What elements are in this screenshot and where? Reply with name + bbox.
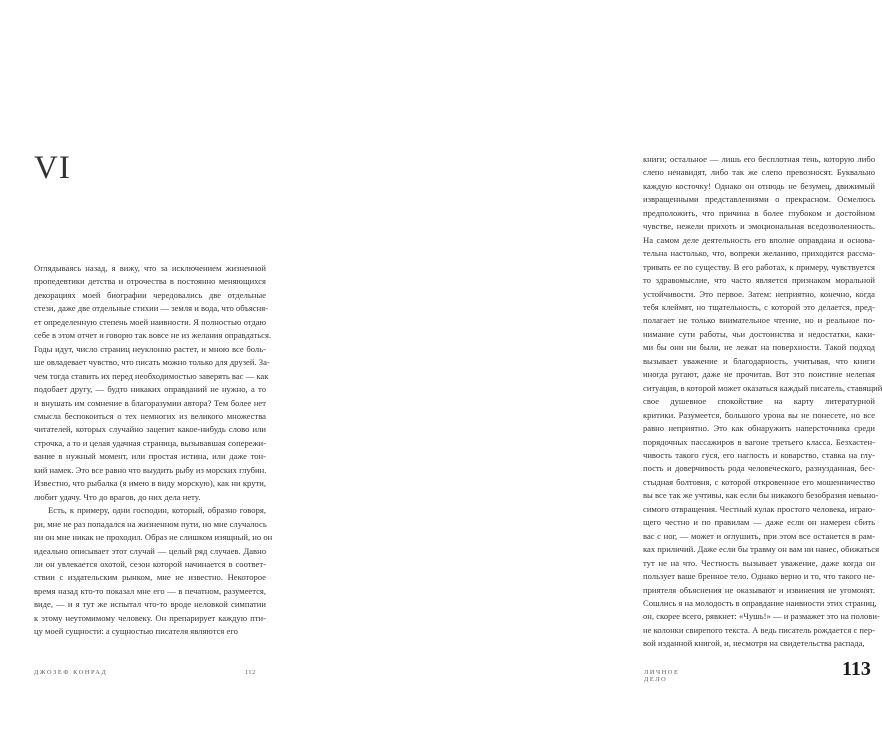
right-page-text — [643, 153, 882, 651]
text-line: иногда ругают, даже не прочитав. Вот это поистине нелепая — [643, 369, 875, 380]
text-line: ках приличий. Даже если бы травму он вам ни нанес, обижаться — [643, 544, 880, 555]
text-line: декорациях моей биографии чередовались две отдельные — [34, 289, 266, 300]
left-page-text — [34, 262, 273, 639]
text-line: тебя клеймят, но тщательность, с которой это делается, пред- — [643, 301, 875, 312]
text-line: Сошлись я на молодость в оправдание наивности этих страниц, — [643, 597, 877, 608]
text-line: любит удачу. Что до врагов, до них дела нету. — [34, 491, 201, 502]
text-line: Годы идут, число страниц неуклонно растет, и мною все боль- — [34, 343, 266, 354]
text-line: свое душевное спокойствие на карту литературной — [643, 396, 875, 407]
text-line: Есть, к примеру, одни господин, который, образно говоря, — [48, 505, 266, 516]
text-line: и внушать им сомнение в благоразумии автора? Тем более нет — [34, 397, 266, 408]
text-line: цу моей сущности: а сущностью писателя являются его — [34, 626, 238, 637]
text-line: виде, — и я тут же испытал что-то вроде неловкой симпатии — [34, 599, 266, 610]
text-line: пропедевтики детства и отрочества в постоянно меняющихся — [34, 276, 266, 287]
text-line: вас с ног, — может и оглушить, при этом все останется в рам- — [643, 530, 875, 541]
text-line: чивость такого гуся, его наглость и коварство, ставка на глу- — [643, 449, 875, 460]
running-header-author: ДЖОЗЕФ КОНРАД — [34, 669, 108, 676]
text-line: щего честно и по правилам — даже если он намерен сбить — [643, 517, 875, 528]
text-line: пользует ваше бренное тело. Однако верно и то, что такого не- — [643, 571, 875, 582]
text-line: тельна настолько, что, вопреки желанию, приходится рассма- — [643, 248, 875, 259]
text-line: ствии с издательским рынком, мне не известно. Некоторое — [34, 572, 266, 583]
text-line: стыдная болтовня, с которой откровенное его мошенничество — [643, 476, 875, 487]
text-line: ри, мне не раз попадался на жизненном пути, но мне случалось — [34, 518, 267, 529]
text-line: вызывает уважение и благодарность, учитывая, что книги — [643, 355, 875, 366]
text-line: нимание сути работы, чьи достоинства и недостатки, каки- — [643, 328, 875, 339]
text-line: Оглядываясь назад, я вижу, что за исключением жизненной — [34, 263, 266, 273]
text-line: вы все так же учтивы, как если бы никакого безобразия невыно- — [643, 490, 879, 501]
text-line: смысла беспокоиться о тех немногих из великого множества — [34, 410, 266, 421]
text-line: Известно, что рыбалка (я имею в виду морскую), как ни крути, — [34, 478, 266, 489]
text-line: книги; остальное — лишь его бесплотная тень, которую либо — [643, 154, 875, 164]
text-line: он, скорее всего, рявкнет: «Чушь!» — и размажет это на полови- — [643, 611, 880, 622]
text-line: кий намек. Это все равно что выудить рыбу из морских глубин. — [34, 464, 267, 475]
text-line: тут не на что. Честность вызывает уважение, даже когда он — [643, 557, 875, 568]
text-line: полагает не только внимательное чтение, но и реальное по- — [643, 315, 875, 326]
text-line: к этому неутомимому человеку. Он препарирует каждую пти- — [34, 612, 266, 623]
page-number-right: 113 — [842, 658, 871, 680]
running-header-title: ЛИЧНОЕ ДЕЛО — [644, 669, 680, 683]
text-line: слепо ненавидят, либо так же слепо превозносят. Буквально — [643, 167, 875, 178]
text-line: вание в нужный момент, или простая истина, или даже тон- — [34, 451, 266, 462]
page-number-left: 112 — [245, 669, 256, 676]
text-line: ми бы они ни были, не лежат на поверхности. Такой подход — [643, 342, 875, 353]
left-page — [0, 0, 300, 750]
text-line: время назад кто-то показал мне его — в печатном, разумеется, — [34, 585, 266, 596]
text-line: то здравомыслие, что часто является признаком моральной — [643, 275, 875, 286]
chapter-heading: VI — [34, 150, 71, 186]
text-line: извращенными представлениями о прекрасном. Осмелюсь — [643, 194, 875, 205]
text-line: строчка, а то и целая удачная страница, вызывавшая сопережи- — [34, 437, 266, 448]
text-line: ситуация, в которой может оказаться каждый писатель, ставящий — [643, 382, 882, 393]
text-line: приятеля объяснения не оказывают и извинения не угомонят. — [643, 584, 875, 595]
text-line: вой изданной книгой, и, несмотря на свидетельства распада, — [643, 638, 865, 649]
text-line: пость и доверчивость рода человеческого, разнузданная, бес- — [643, 463, 875, 474]
text-line: себе в этом отчет и говорю так вовсе не из желания оправдаться. — [34, 330, 272, 341]
text-line: чем тогда ставить их перед необходимостью заверять вас — как — [34, 370, 269, 381]
text-line: не колонки свирепого текста. А ведь писатель рождается с пер- — [643, 624, 875, 635]
text-line: тривать ее по существу. В его работах, к примеру, чувствуется — [643, 261, 875, 272]
text-line: симого отвращения. Честный кулак простого человека, играю- — [643, 503, 875, 514]
text-line: ше овладевает чувство, что писать можно только для друзей. За- — [34, 357, 270, 368]
text-line: предположить, что причина в более глубоком и достойном — [643, 207, 875, 218]
text-line: ли он увлекается охотой, сезон которой начинается в соответ- — [34, 558, 266, 569]
text-line: чувстве, нежели прихоть и эмоциональная вседозволенность. — [643, 221, 875, 232]
text-line: каждую косточку! Однако он отнюдь не безумец, движимый — [643, 180, 875, 191]
text-line: читателей, которых случайно зацепит какое-нибудь слово или — [34, 424, 266, 435]
text-line: ни он мне никак не проходил. Образ не слишком изящный, но он — [34, 532, 273, 543]
right-page — [300, 0, 882, 750]
text-line: равно неприятно. Это как обнаружить наперсточника среди — [643, 423, 875, 434]
text-line: критики. Разумеется, большого урона вы не понесете, но все — [643, 409, 875, 420]
text-line: порядочных пассажиров в вагоне третьего класса. Безхастен- — [643, 436, 875, 447]
text-line: подобает другу, — будто никаких оправданий не нужно, а то — [34, 384, 266, 395]
text-line: устойчивости. Это первое. Затем: неприятно, конечно, когда — [643, 288, 875, 299]
text-line: ет определенную степень моей наивности. Я полностью отдаю — [34, 316, 266, 327]
text-line: идеально описывает этот случай — целый ряд случаев. Давно — [34, 545, 266, 556]
text-line: стези, даже две отдельные стихии — земля и вода, что объясня- — [34, 303, 269, 314]
text-line: На самом деле деятельность его вполне оправдана и основа- — [643, 234, 875, 245]
